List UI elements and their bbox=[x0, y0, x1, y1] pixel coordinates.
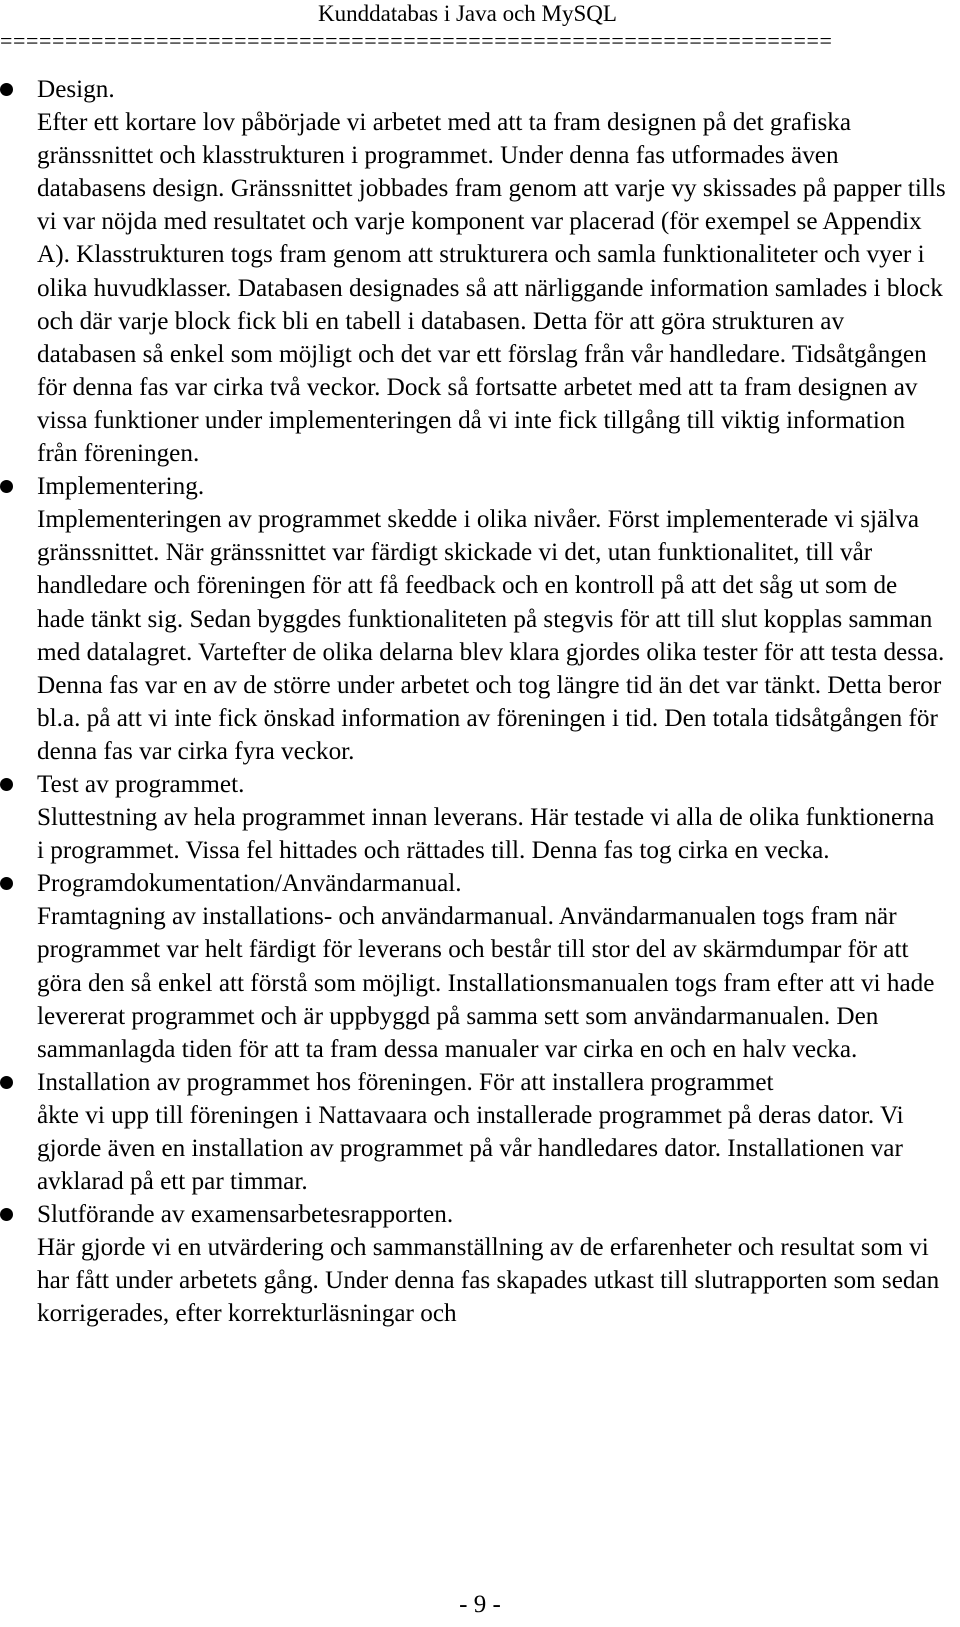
list-item-installation bbox=[0, 1066, 960, 1198]
list-item-implementering bbox=[0, 470, 960, 768]
bullet-icon bbox=[0, 83, 13, 96]
bullet-icon bbox=[0, 1208, 13, 1221]
page-header bbox=[0, 0, 960, 56]
section-title: Installation av programmet hos föreningen. För att installera programmet bbox=[37, 1068, 774, 1096]
page-number: - 9 - bbox=[459, 1591, 501, 1618]
list-item-design bbox=[0, 73, 960, 470]
bullet-icon bbox=[0, 778, 13, 791]
section-body: Implementeringen av programmet skedde i olika nivåer. Först implementerade vi själva gränssnittet. När gränssnittet var färdigt skickade vi det, utan funktionalitet, till vår handledare och föreningen för att få feedback och en kontroll på att det såg ut som de hade tänkt sig. Sedan byggdes funktionaliteten på stegvis för att till slut kopplas samman med datalagret. Vartefter de olika delarna blev klara gjordes olika tester för att testa dessa. Denna fas var en av de större under arbetet och tog längre tid än det var tänkt. Detta beror bl.a. på att vi inte fick önskad information av föreningen i tid. Den totala tidsåtgången för denna fas var cirka fyra veckor. bbox=[37, 506, 945, 765]
section-title: Test av programmet. bbox=[37, 770, 245, 798]
document-title: Kunddatabas i Java och MySQL bbox=[318, 1, 617, 26]
header-separator-rule: ================================================================ bbox=[0, 28, 833, 53]
section-body: Framtagning av installations- och användarmanual. Användarmanualen togs fram när programmet var helt färdigt för leverans och består till stor del av skärmdumpar för att göra den så enkel att förstå som möjligt. Installationsmanualen togs fram efter att vi hade levererat programmet och är uppbyggd på samma sett som användarmanualen. Den sammanlagda tiden för att ta fram dessa manualer var cirka en och en halv vecka. bbox=[37, 903, 935, 1063]
section-title: Design. bbox=[37, 76, 115, 103]
list-item-slutforande bbox=[0, 1198, 960, 1330]
list-item-test bbox=[0, 768, 960, 867]
bullet-icon bbox=[0, 877, 13, 890]
section-body: Sluttestning av hela programmet innan leverans. Här testade vi alla de olika funktionerna i programmet. Vissa fel hittades och rättades till. Denna fas tog cirka en vecka. bbox=[37, 804, 935, 865]
document-body bbox=[0, 73, 960, 1331]
section-title: Implementering. bbox=[37, 473, 205, 501]
phase-list bbox=[0, 73, 960, 1331]
list-item-dokumentation bbox=[0, 867, 960, 1066]
section-title: Programdokumentation/Användarmanual. bbox=[37, 870, 462, 898]
section-body: åkte vi upp till föreningen i Nattavaara och installerade programmet på deras dator. Vi gjorde även en installation av programmet på vår handledares dator. Installationen var avklarad på ett par timmar. bbox=[37, 1101, 904, 1196]
bullet-icon bbox=[0, 1076, 13, 1089]
section-body: Efter ett kortare lov påbörjade vi arbetet med att ta fram designen på det grafiska gränssnittet och klasstrukturen i programmet. Under denna fas utformades även databasens design. Gränssnittet jobbades fram genom att varje vy skissades på papper tills vi var nöjda med resultatet och varje komponent var placerad (för exempel se Appendix A). Klasstrukturen togs fram genom att strukturera och samla funktionaliteter och vyer i olika huvudklasser. Databasen designades så att närliggande information samlades i block och där varje block fick bli en tabell i databasen. Detta för att göra strukturen av databasen så enkel som möjligt och det var ett förslag från vår handledare. Tidsåtgången för denna fas var cirka två veckor. Dock så fortsatte arbetet med att ta fram designen av vissa funktioner under implementeringen då vi inte fick tillgång till viktig information från föreningen. bbox=[37, 109, 946, 468]
bullet-icon bbox=[0, 480, 13, 493]
section-title: Slutförande av examensarbetesrapporten. bbox=[37, 1201, 454, 1229]
section-body: Här gjorde vi en utvärdering och sammanställning av de erfarenheter och resultat som vi har fått under arbetets gång. Under denna fas skapades utkast till slutrapporten som sedan korrigerades, efter korrekturläsningar och bbox=[37, 1234, 940, 1328]
